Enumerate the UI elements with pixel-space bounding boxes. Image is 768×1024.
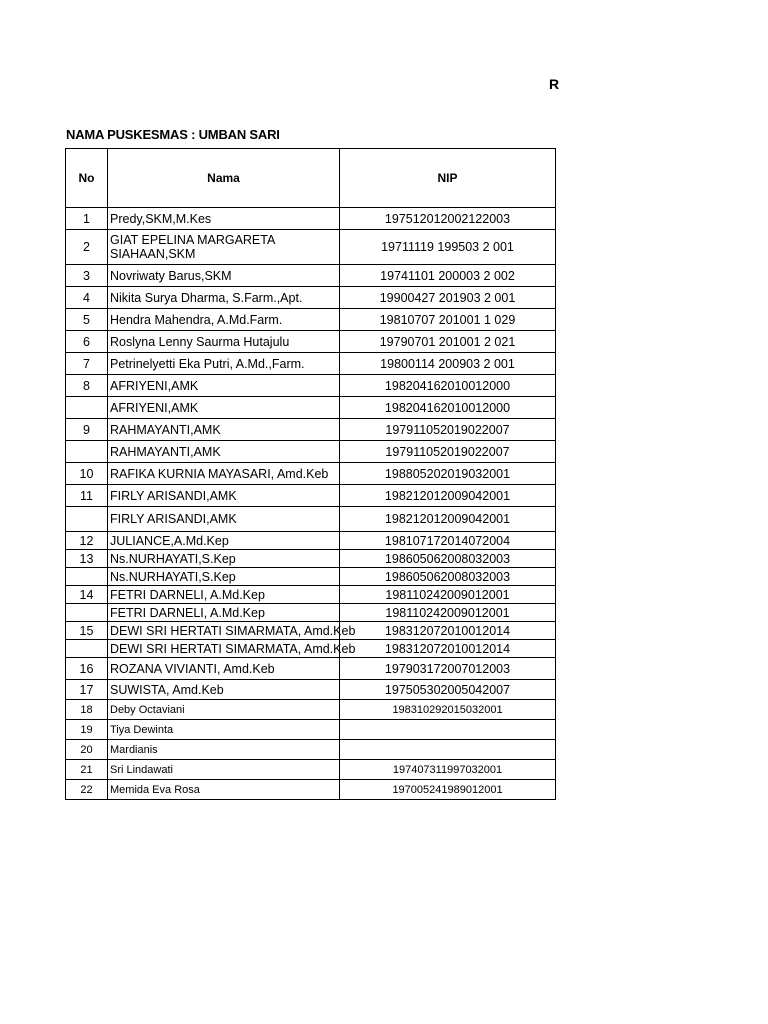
row-nama: JULIANCE,A.Md.Kep xyxy=(108,532,340,550)
table-row xyxy=(66,419,556,441)
table-row xyxy=(66,208,556,230)
row-nama: AFRIYENI,AMK xyxy=(108,375,340,397)
row-nip: 198204162010012000 xyxy=(340,397,556,419)
row-no: 17 xyxy=(66,680,108,700)
row-nip: 19800114 200903 2 001 xyxy=(340,353,556,375)
row-nip: 19810707 201001 1 029 xyxy=(340,309,556,331)
row-nama: Petrinelyetti Eka Putri, A.Md.,Farm. xyxy=(108,353,340,375)
row-no: 11 xyxy=(66,485,108,507)
table-row xyxy=(66,760,556,780)
row-nama: Tiya Dewinta xyxy=(108,720,340,740)
row-no: 10 xyxy=(66,463,108,485)
row-no: 12 xyxy=(66,532,108,550)
row-nip: 198107172014072004 xyxy=(340,532,556,550)
row-no: 19 xyxy=(66,720,108,740)
row-nip: 198110242009012001 xyxy=(340,586,556,604)
row-nama: Novriwaty Barus,SKM xyxy=(108,265,340,287)
row-nip: 197903172007012003 xyxy=(340,658,556,680)
row-nip: 198312072010012014 xyxy=(340,640,556,658)
row-nama: RAHMAYANTI,AMK xyxy=(108,441,340,463)
row-nama: SUWISTA, Amd.Keb xyxy=(108,680,340,700)
row-no: 7 xyxy=(66,353,108,375)
puskesmas-label: NAMA PUSKESMAS : UMBAN SARI xyxy=(66,127,280,142)
table-row xyxy=(66,353,556,375)
row-no: 1 xyxy=(66,208,108,230)
table-row xyxy=(66,463,556,485)
row-no: 4 xyxy=(66,287,108,309)
row-no xyxy=(66,441,108,463)
table-row xyxy=(66,550,556,568)
row-no xyxy=(66,507,108,532)
row-nama: FETRI DARNELI, A.Md.Kep xyxy=(108,586,340,604)
table-row xyxy=(66,604,556,622)
row-nip: 19790701 201001 2 021 xyxy=(340,331,556,353)
staff-table xyxy=(65,148,556,800)
table-row xyxy=(66,265,556,287)
row-no: 8 xyxy=(66,375,108,397)
row-nama: Mardianis xyxy=(108,740,340,760)
row-no: 3 xyxy=(66,265,108,287)
table-row xyxy=(66,700,556,720)
table-row xyxy=(66,532,556,550)
row-no: 9 xyxy=(66,419,108,441)
header-no: No xyxy=(66,149,108,208)
row-nama: FIRLY ARISANDI,AMK xyxy=(108,507,340,532)
row-nip: 197911052019022007 xyxy=(340,419,556,441)
row-no: 5 xyxy=(66,309,108,331)
row-no: 18 xyxy=(66,700,108,720)
row-no xyxy=(66,397,108,419)
row-nip: 19900427 201903 2 001 xyxy=(340,287,556,309)
row-nip: 19741101 200003 2 002 xyxy=(340,265,556,287)
row-no xyxy=(66,604,108,622)
row-no: 16 xyxy=(66,658,108,680)
table-row xyxy=(66,568,556,586)
row-no: 14 xyxy=(66,586,108,604)
row-no: 15 xyxy=(66,622,108,640)
row-nama: Memida Eva Rosa xyxy=(108,780,340,800)
table-row xyxy=(66,720,556,740)
header-nip: NIP xyxy=(340,149,556,208)
table-row xyxy=(66,658,556,680)
row-nip: 197512012002122003 xyxy=(340,208,556,230)
row-nip: 198310292015032001 xyxy=(340,700,556,720)
row-nama: Sri Lindawati xyxy=(108,760,340,780)
row-nama: Ns.NURHAYATI,S.Kep xyxy=(108,550,340,568)
title-fragment: R xyxy=(549,76,560,92)
row-nama: RAFIKA KURNIA MAYASARI, Amd.Keb xyxy=(108,463,340,485)
table-row xyxy=(66,640,556,658)
row-no xyxy=(66,640,108,658)
row-nama: AFRIYENI,AMK xyxy=(108,397,340,419)
row-nip: 197005241989012001 xyxy=(340,780,556,800)
row-nip: 198212012009042001 xyxy=(340,507,556,532)
row-nip: 198605062008032003 xyxy=(340,568,556,586)
table-row xyxy=(66,740,556,760)
row-nama: Deby Octaviani xyxy=(108,700,340,720)
row-no: 22 xyxy=(66,780,108,800)
row-nama: FETRI DARNELI, A.Md.Kep xyxy=(108,604,340,622)
row-nip: 19711119 199503 2 001 xyxy=(340,230,556,265)
table-row xyxy=(66,230,556,265)
row-nip: 197505302005042007 xyxy=(340,680,556,700)
header-nama: Nama xyxy=(108,149,340,208)
row-nama: Roslyna Lenny Saurma Hutajulu xyxy=(108,331,340,353)
row-nip: 198110242009012001 xyxy=(340,604,556,622)
table-row xyxy=(66,375,556,397)
row-no: 20 xyxy=(66,740,108,760)
row-nip: 198605062008032003 xyxy=(340,550,556,568)
row-no: 13 xyxy=(66,550,108,568)
row-nip: 197407311997032001 xyxy=(340,760,556,780)
table-row xyxy=(66,309,556,331)
row-nama: RAHMAYANTI,AMK xyxy=(108,419,340,441)
table-row xyxy=(66,622,556,640)
row-no: 2 xyxy=(66,230,108,265)
row-nip xyxy=(340,720,556,740)
table-row xyxy=(66,507,556,532)
table-row xyxy=(66,586,556,604)
row-nama: GIAT EPELINA MARGARETA SIAHAAN,SKM xyxy=(108,230,340,265)
row-nip: 198212012009042001 xyxy=(340,485,556,507)
table-row xyxy=(66,780,556,800)
row-nama: FIRLY ARISANDI,AMK xyxy=(108,485,340,507)
row-nama: Ns.NURHAYATI,S.Kep xyxy=(108,568,340,586)
row-no: 6 xyxy=(66,331,108,353)
row-nama: DEWI SRI HERTATI SIMARMATA, Amd.Keb xyxy=(108,640,340,658)
row-nama: Nikita Surya Dharma, S.Farm.,Apt. xyxy=(108,287,340,309)
table-row xyxy=(66,680,556,700)
row-nip xyxy=(340,740,556,760)
row-nama: ROZANA VIVIANTI, Amd.Keb xyxy=(108,658,340,680)
row-nip: 198312072010012014 xyxy=(340,622,556,640)
table-row xyxy=(66,485,556,507)
row-nip: 197911052019022007 xyxy=(340,441,556,463)
row-no: 21 xyxy=(66,760,108,780)
table-row xyxy=(66,287,556,309)
table-row xyxy=(66,441,556,463)
row-nip: 198805202019032001 xyxy=(340,463,556,485)
row-nip: 198204162010012000 xyxy=(340,375,556,397)
table-row xyxy=(66,397,556,419)
row-nama: DEWI SRI HERTATI SIMARMATA, Amd.Keb xyxy=(108,622,340,640)
row-nama: Hendra Mahendra, A.Md.Farm. xyxy=(108,309,340,331)
table-row xyxy=(66,331,556,353)
table-header-row xyxy=(66,149,556,208)
row-no xyxy=(66,568,108,586)
row-nama: Predy,SKM,M.Kes xyxy=(108,208,340,230)
